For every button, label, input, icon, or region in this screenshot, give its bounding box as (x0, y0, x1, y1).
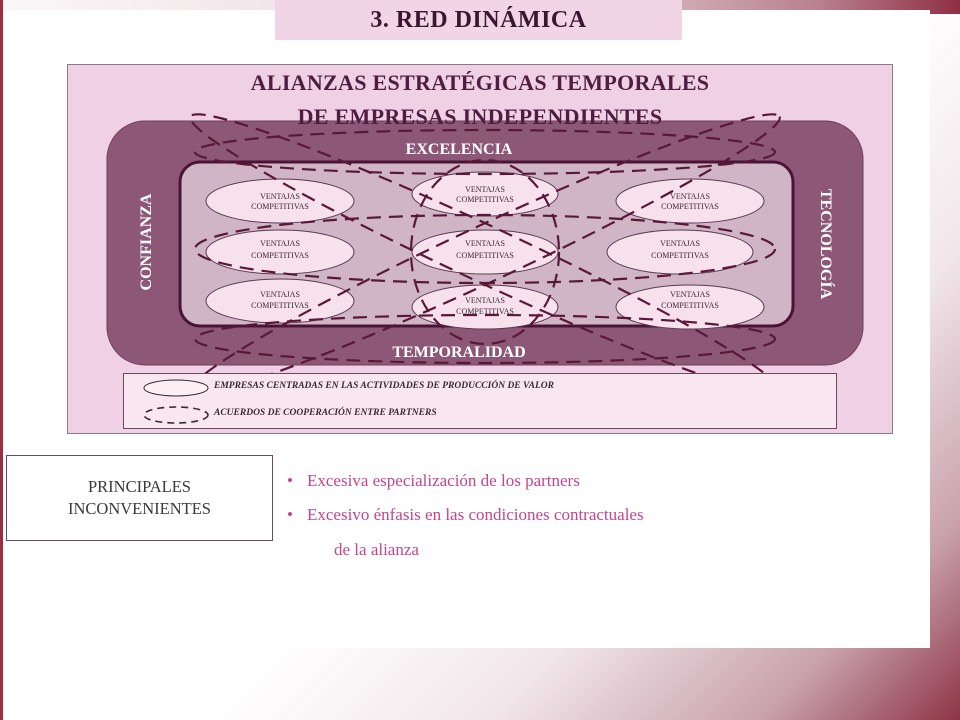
ellipse-label-line2: COMPETITIVAS (456, 307, 514, 316)
bullet-marker: • (287, 471, 293, 490)
company-ellipse (616, 179, 764, 223)
ellipse-label-line1: VENTAJAS (670, 290, 710, 299)
bullet-item-1 (287, 471, 580, 491)
ellipse-label-line1: VENTAJAS (465, 239, 505, 248)
ellipse-label-line1: VENTAJAS (670, 192, 710, 201)
bullet-text-1: Excesiva especialización de los partners (307, 471, 580, 490)
ellipse-label-line2: COMPETITIVAS (251, 301, 309, 310)
bullet-item-2 (287, 505, 644, 525)
inconvenientes-line-2: INCONVENIENTES (68, 499, 211, 518)
ellipse-label-line1: VENTAJAS (465, 296, 505, 305)
inconvenientes-line-1: PRINCIPALES (87, 477, 191, 496)
legend-dashed-label: ACUERDOS DE COOPERACIÓN ENTRE PARTNERS (214, 408, 437, 418)
ellipse-label-line2: COMPETITIVAS (651, 251, 709, 260)
ellipse-label-line2: COMPETITIVAS (251, 202, 309, 211)
ellipse-label-line2: COMPETITIVAS (456, 251, 514, 260)
ellipse-label-line1: VENTAJAS (260, 290, 300, 299)
bullet-item-2-continuation: de la alianza (334, 540, 419, 559)
heading-line-2: DE EMPRESAS INDEPENDIENTES (297, 104, 663, 129)
ellipse-label-line1: VENTAJAS (260, 192, 300, 201)
bullet-marker: • (287, 505, 293, 524)
label-excelencia: EXCELENCIA (405, 141, 513, 158)
legend-box (123, 373, 837, 429)
legend-solid-ellipse-icon (144, 380, 208, 396)
heading-line-1: ALIANZAS ESTRATÉGICAS TEMPORALES (250, 70, 710, 95)
legend-dashed-ellipse-icon (144, 407, 208, 423)
bullet-text-2: Excesivo énfasis en las condiciones contractuales (307, 505, 644, 524)
label-temporalidad: TEMPORALIDAD (392, 344, 526, 361)
legend-solid-label: EMPRESAS CENTRADAS EN LAS ACTIVIDADES DE PRODUCCIÓN DE VALOR (214, 381, 554, 391)
ellipse-label-line2: COMPETITIVAS (661, 301, 719, 310)
ellipse-label-line1: VENTAJAS (260, 239, 300, 248)
ellipse-label-line2: COMPETITIVAS (661, 202, 719, 211)
label-confianza: CONFIANZA (138, 193, 155, 291)
slide-title: 3. RED DINÁMICA (275, 0, 682, 40)
company-ellipse (206, 179, 354, 223)
ellipse-label-line1: VENTAJAS (660, 239, 700, 248)
left-frame-line (0, 0, 3, 720)
ellipse-label-line2: COMPETITIVAS (251, 251, 309, 260)
inconvenientes-box (6, 455, 273, 541)
company-ellipse (412, 172, 558, 216)
ellipse-label-line2: COMPETITIVAS (456, 195, 514, 204)
ellipse-label-line1: VENTAJAS (465, 185, 505, 194)
label-tecnologia: TECNOLOGÍA (817, 188, 834, 300)
